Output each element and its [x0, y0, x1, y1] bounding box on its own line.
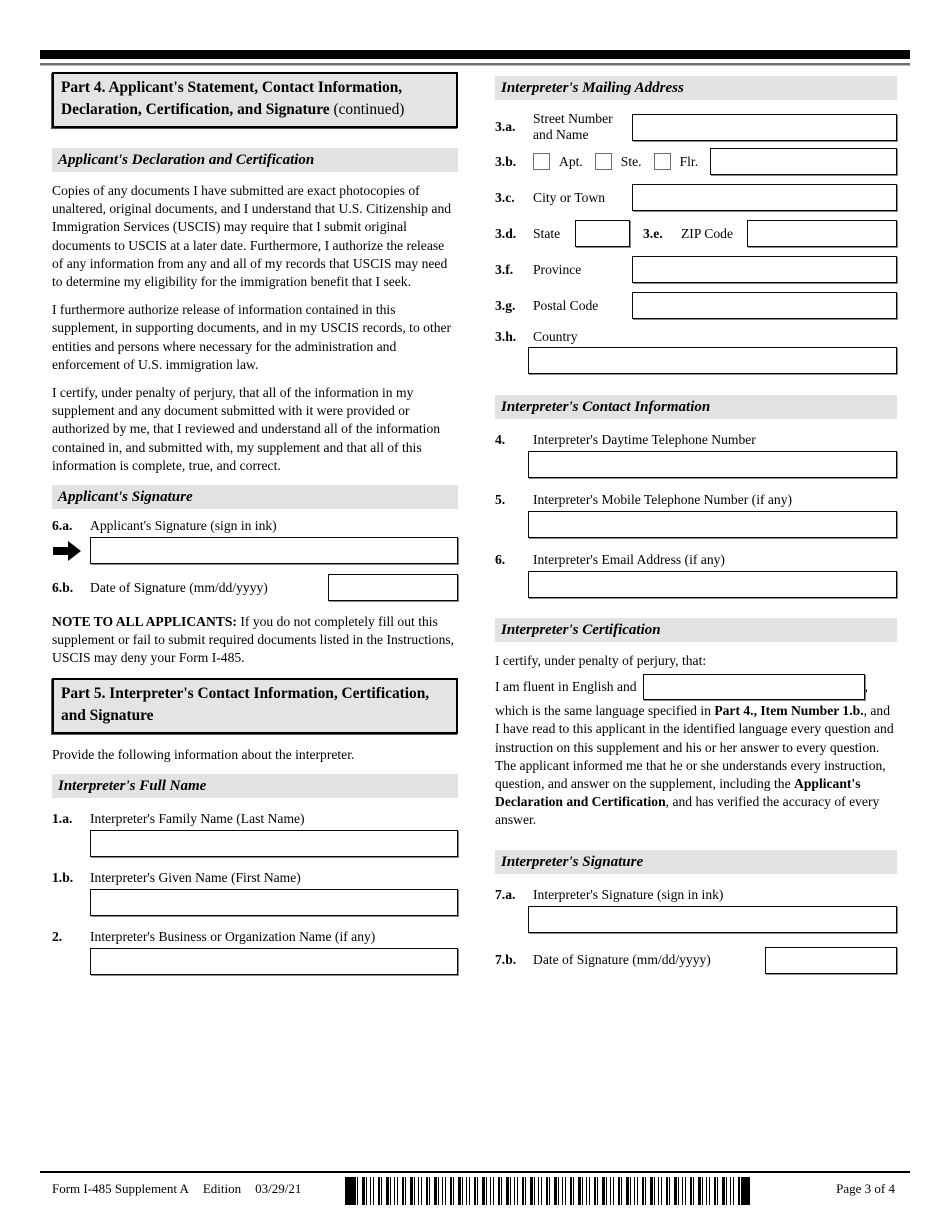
item-5-number: 5. — [495, 492, 506, 507]
field-daytime-telephone[interactable] — [528, 451, 897, 478]
item-6a-label: Applicant's Signature (sign in ink) — [90, 518, 277, 534]
certify-line: I certify, under penalty of perjury, that: — [495, 653, 707, 668]
label-ste: Ste. — [620, 153, 642, 169]
field-postal-code[interactable] — [632, 292, 897, 319]
cert-seg1: which is the same language specified in — [495, 703, 715, 719]
item-6b-number: 6.b. — [52, 579, 74, 595]
item-7b-label: Date of Signature (mm/dd/yyyy) — [533, 952, 711, 968]
item-6-label: Interpreter's Email Address (if any) — [533, 552, 725, 567]
item-3g-row — [495, 292, 897, 319]
field-mobile-telephone[interactable] — [528, 511, 897, 538]
item-3b-row — [495, 148, 897, 175]
cert-seg2-bold: Part 4., Item Number 1.b. — [714, 703, 864, 719]
field-city-or-town[interactable] — [632, 184, 897, 211]
field-interpreter-family-name[interactable] — [90, 830, 458, 857]
applicant-signature-heading: Applicant's Signature — [52, 485, 458, 509]
item-1a — [52, 810, 458, 857]
item-3b-number: 3.b. — [495, 153, 517, 169]
fluent-comma: , — [864, 679, 868, 695]
footer-rule — [40, 1171, 910, 1173]
item-3f-number: 3.f. — [495, 261, 514, 277]
field-street-number-and-name[interactable] — [632, 114, 897, 141]
part5-title: Part 5. Interpreter's Contact Information, Certification, and Signature — [61, 684, 430, 724]
item-3f-row — [495, 256, 897, 283]
item-1a-label-row — [52, 810, 458, 828]
item-6 — [495, 551, 897, 598]
item-2-label-row — [52, 928, 458, 946]
item-3a-number: 3.a. — [495, 119, 516, 134]
item-6b-label: Date of Signature (mm/dd/yyyy) — [90, 579, 268, 595]
certification-paragraph — [495, 702, 897, 829]
part5-header — [52, 678, 458, 734]
part5-intro: Provide the following information about the interpreter. — [52, 746, 355, 762]
item-7a-label: Interpreter's Signature (sign in ink) — [533, 886, 724, 902]
item-7a-number: 7.a. — [495, 886, 516, 902]
item-6-number: 6. — [495, 552, 506, 567]
footer-edition-date: 03/29/21 — [255, 1181, 302, 1196]
item-3d-3e-row — [495, 220, 897, 247]
interpreter-certification-heading: Interpreter's Certification — [495, 618, 897, 642]
item-7a-label-row — [495, 886, 897, 904]
cert-seg3: , and I have read to this applicant in the identified language every question and instruction on this supplement and his or her answer to every question. The applicant informed me that he or she understands every instruction, question, and answer on the supplement, including the — [495, 703, 894, 792]
full-name-heading: Interpreter's Full Name — [52, 774, 458, 798]
item-5-label-row — [495, 491, 897, 509]
item-6a-field-row — [52, 537, 458, 564]
item-3a-label-line1: Street Number — [533, 111, 613, 126]
item-7b-number: 7.b. — [495, 952, 517, 968]
declaration-paragraph-3: I certify, under penalty of perjury, that all of the information in my supplement and any document submitted with it were provided or authorized by me, that I reviewed and understand all of the information contained in, and submitted with, my supplement and that all of this information is complete, true, and correct. — [52, 385, 441, 473]
label-apt: Apt. — [559, 153, 583, 169]
field-email-address[interactable] — [528, 571, 897, 598]
item-2-label: Interpreter's Business or Organization Name (if any) — [90, 928, 376, 944]
item-1a-number: 1.a. — [52, 810, 73, 826]
declaration-paragraph-1: Copies of any documents I have submitted are exact photocopies of unaltered, original documents, and I understand that U.S. Citizenship and Immigration Services (USCIS) may require that I submit original documents to USCIS at a later date. Furthermore, I authorize the release of any information from any and all of my records that USCIS may need to determine my eligibility for the immigration benefit that I seek. — [52, 183, 452, 290]
item-1b-label-row — [52, 869, 458, 887]
item-5-label: Interpreter's Mobile Telephone Number (if any) — [533, 492, 793, 507]
declaration-heading: Applicant's Declaration and Certification — [52, 148, 458, 172]
declaration-paragraph-2: I furthermore authorize release of information contained in this supplement, in supporting documents, and in my USCIS records, to other entities and persons where necessary for the administration and enforcement of U.S. immigration law. — [52, 302, 452, 372]
footer-edition-label: Edition — [202, 1181, 242, 1196]
interpreter-signature-heading: Interpreter's Signature — [495, 850, 897, 874]
item-4-number: 4. — [495, 432, 506, 447]
item-3h-label-row — [495, 328, 897, 346]
item-3g-number: 3.g. — [495, 297, 516, 313]
field-interpreter-signature[interactable] — [528, 906, 897, 933]
field-zip-code[interactable] — [747, 220, 897, 247]
field-interpreter-date-of-signature[interactable] — [765, 947, 897, 974]
item-3e-label: ZIP Code — [681, 225, 733, 241]
checkbox-flr[interactable] — [654, 153, 671, 170]
label-flr: Flr. — [679, 153, 699, 169]
contact-information-heading: Interpreter's Contact Information — [495, 395, 897, 419]
item-6a-label-row — [52, 517, 458, 535]
item-3c-label: City or Town — [533, 189, 606, 205]
item-7a — [495, 886, 897, 933]
item-5 — [495, 491, 897, 538]
item-7b-row — [495, 947, 897, 974]
left-column — [52, 72, 458, 975]
field-language[interactable] — [643, 674, 865, 700]
item-3e-number: 3.e. — [643, 225, 663, 241]
field-interpreter-business-name[interactable] — [90, 948, 458, 975]
cert-seg5: , and has verified the accuracy of every answer. — [495, 794, 880, 828]
item-4-label: Interpreter's Daytime Telephone Number — [533, 432, 756, 447]
item-1b — [52, 869, 458, 916]
item-1a-label: Interpreter's Family Name (Last Name) — [90, 810, 305, 826]
fluent-prefix: I am fluent in English and — [495, 679, 637, 695]
item-1b-label: Interpreter's Given Name (First Name) — [90, 869, 301, 885]
barcode — [345, 1177, 750, 1205]
part4-header — [52, 72, 458, 128]
footer-form-info — [52, 1181, 315, 1197]
field-state[interactable] — [575, 220, 630, 247]
item-6b-row — [52, 574, 458, 601]
footer-form-id: Form I-485 Supplement A — [52, 1181, 189, 1196]
item-4-label-row — [495, 431, 897, 449]
item-3d-number: 3.d. — [495, 225, 517, 241]
page-indicator: Page 3 of 4 — [836, 1181, 895, 1196]
field-province[interactable] — [632, 256, 897, 283]
top-black-bar — [40, 50, 910, 59]
item-3c-number: 3.c. — [495, 189, 515, 205]
note-text: If you do not completely fill out this supplement or fail to submit required documents listed in the Instructions, USCIS may deny your Form I-485. — [52, 614, 455, 666]
field-applicant-date-of-signature[interactable] — [328, 574, 458, 601]
item-2-number: 2. — [52, 928, 63, 944]
signature-arrow-icon — [52, 540, 90, 562]
field-interpreter-given-name[interactable] — [90, 889, 458, 916]
note-paragraph — [52, 613, 458, 668]
item-6-label-row — [495, 551, 897, 569]
item-3a-label — [533, 111, 632, 143]
mailing-address-heading: Interpreter's Mailing Address — [495, 76, 897, 100]
cert-seg4-bold: Applicant's Declaration and Certification — [495, 776, 861, 810]
checkbox-apt[interactable] — [533, 153, 550, 170]
item-3a-label-line2: and Name — [533, 127, 589, 142]
note-bold: NOTE TO ALL APPLICANTS: — [52, 614, 237, 630]
top-gray-rule — [40, 63, 910, 66]
item-3h-number: 3.h. — [495, 329, 517, 344]
field-applicant-signature[interactable] — [90, 537, 458, 564]
fluent-row — [495, 674, 897, 700]
item-3g-label: Postal Code — [533, 297, 599, 313]
item-3f-label: Province — [533, 261, 582, 277]
field-apt-ste-flr-number[interactable] — [710, 148, 897, 175]
item-3d-label: State — [533, 225, 561, 241]
item-3h — [495, 328, 897, 374]
part4-title-suffix: (continued) — [329, 101, 405, 118]
item-2 — [52, 928, 458, 975]
item-3h-label: Country — [533, 329, 578, 344]
part4-title: Part 4. Applicant's Statement, Contact Information, Declaration, Certification, and Signature — [61, 79, 403, 118]
item-6a-number: 6.a. — [52, 518, 73, 534]
item-4 — [495, 431, 897, 478]
item-3a-row — [495, 110, 897, 144]
item-3c-row — [495, 184, 897, 211]
right-column — [495, 76, 897, 974]
item-1b-number: 1.b. — [52, 869, 74, 885]
checkbox-ste[interactable] — [595, 153, 612, 170]
field-country[interactable] — [528, 347, 897, 374]
